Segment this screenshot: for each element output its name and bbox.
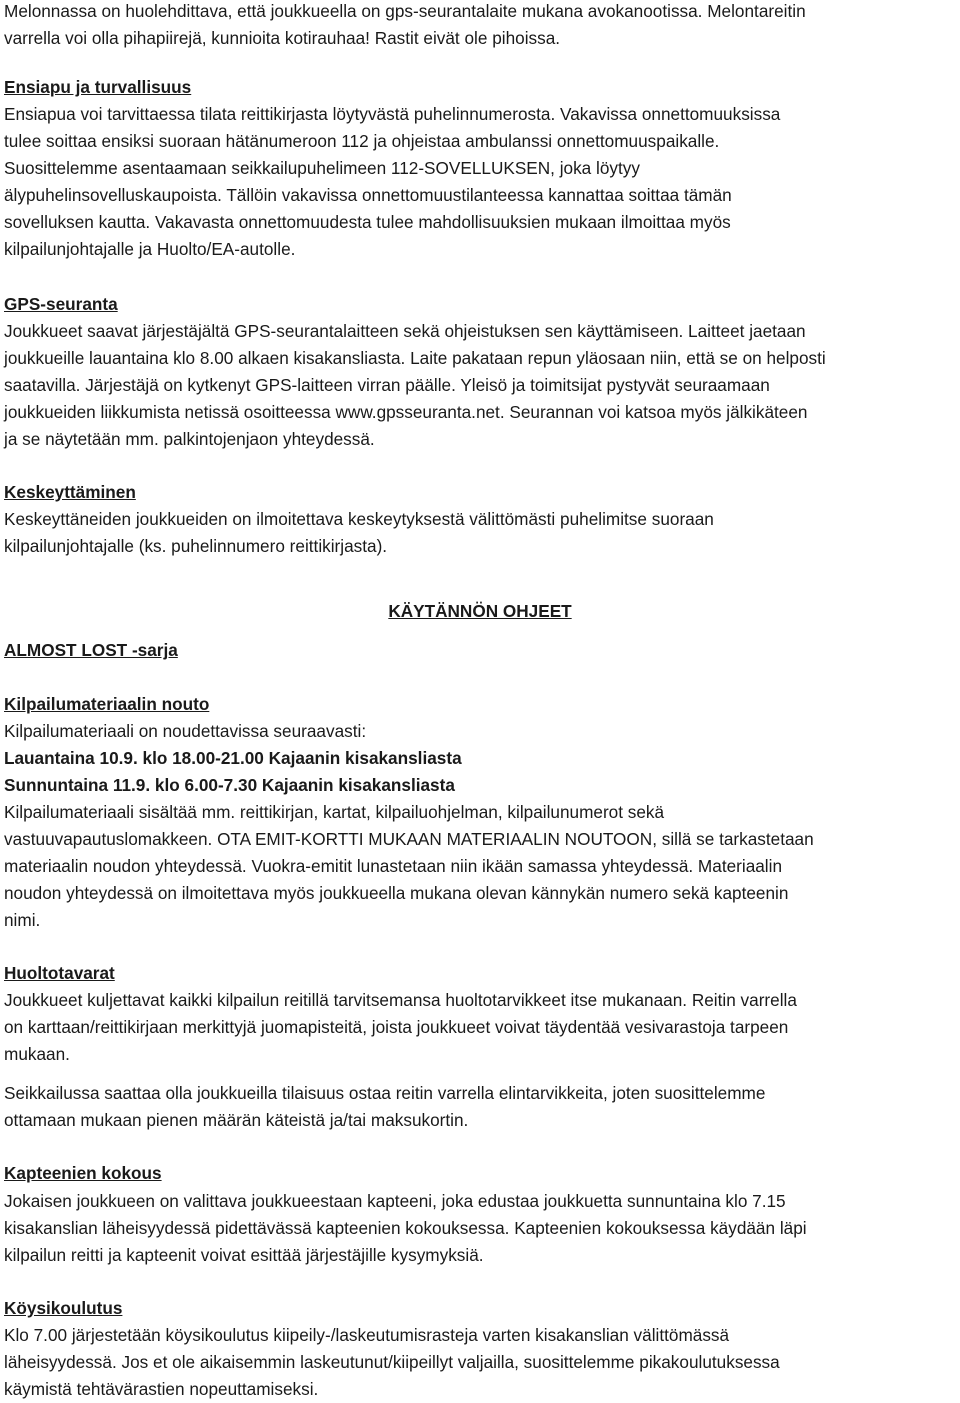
text-line: Kilpailumateriaali sisältää mm. reittikirjan, kartat, kilpailuohjelman, kilpailunumerot sekä	[4, 802, 665, 822]
text-line: materiaalin noudon yhteydessä. Vuokra-emitit lunastetaan niin ikään samassa yhteydessä. Materiaalin	[4, 856, 783, 876]
text-line: Jokaisen joukkueen on valittava joukkueestaan kapteeni, joka edustaa joukkuetta sunnuntaina klo 7.15	[4, 1191, 786, 1211]
section-heading-kapteenit: Kapteenien kokous	[4, 1163, 162, 1183]
text-line: kilpailunjohtajalle ja Huolto/EA-autolle.	[4, 239, 296, 259]
text-line: kilpailunjohtajalle (ks. puhelinnumero reittikirjasta).	[4, 536, 388, 556]
kapteenit-paragraph	[4, 1188, 956, 1269]
text-line: Keskeyttäneiden joukkueiden on ilmoitettava keskeytyksestä välittömästi puhelimitse suoraan	[4, 509, 714, 529]
text-line: Klo 7.00 järjestetään köysikoulutus kiipeily-/laskeutumisrasteja varten kisakanslian välittömässä	[4, 1325, 730, 1345]
gps-paragraph	[4, 318, 956, 453]
text-line: käymistä tehtävärastien nopeuttamiseksi.	[4, 1379, 319, 1399]
intro-paragraph	[4, 0, 956, 52]
text-line: mukaan.	[4, 1044, 70, 1064]
section-heading-gps: GPS-seuranta	[4, 294, 118, 314]
schedule-line: Lauantaina 10.9. klo 18.00-21.00 Kajaanin kisakansliasta	[4, 748, 462, 768]
text-line: kisakanslian läheisyydessä pidettävässä kapteenien kokouksessa. Kapteenien kokouksessa käydään läpi	[4, 1218, 807, 1238]
text-line: joukkueille lauantaina klo 8.00 alkaen kisakansliasta. Laite pakataan repun yläosaan niin, että se on helposti	[4, 348, 826, 368]
text-line: varrella voi olla pihapiirejä, kunnioita kotirauhaa! Rastit eivät ole pihoissa.	[4, 28, 561, 48]
text-line: noudon yhteydessä on ilmoitettava myös joukkueella mukana olevan kännykän numero sekä kapteenin	[4, 883, 789, 903]
text-line: tulee soittaa ensiksi suoraan hätänumeroon 112 ja ohjeistaa ambulanssi onnettomuuspaikalle.	[4, 131, 720, 151]
text-line: läheisyydessä. Jos et ole aikaisemmin laskeutunut/kiipeillyt valjailla, suosittelemme pikakoulutuksessa	[4, 1352, 780, 1372]
practical-instructions-title: KÄYTÄNNÖN OHJEET	[388, 601, 572, 621]
text-line: Ensiapua voi tarvittaessa tilata reittikirjasta löytyvästä puhelinnumerosta. Vakavissa onnettomuuksissa	[4, 104, 781, 124]
text-line: nimi.	[4, 910, 41, 930]
section-heading-ensiapu: Ensiapu ja turvallisuus	[4, 77, 192, 97]
text-line: sovelluksen kautta. Vakavasta onnettomuudesta tulee mahdollisuuksien mukaan ilmoittaa myös	[4, 212, 731, 232]
section-heading-koysi: Köysikoulutus	[4, 1298, 123, 1318]
text-line: on karttaan/reittikirjaan merkittyjä juomapisteitä, joista joukkueet voivat täydentää vesivarastoja tarpeen	[4, 1017, 789, 1037]
text-line: Seikkailussa saattaa olla joukkueilla tilaisuus ostaa reitin varrella elintarvikkeita, joten suosittelemme	[4, 1083, 766, 1103]
section-heading-materiaali: Kilpailumateriaalin nouto	[4, 694, 210, 714]
schedule-line: Sunnuntaina 11.9. klo 6.00-7.30 Kajaanin kisakansliasta	[4, 775, 455, 795]
text-line: ottamaan mukaan pienen määrän käteistä ja/tai maksukortin.	[4, 1110, 469, 1130]
huolto-paragraph-2	[4, 1080, 956, 1134]
materiaali-paragraph	[4, 718, 956, 934]
text-line: Kilpailumateriaali on noudettavissa seuraavasti:	[4, 721, 367, 741]
text-line: Melonnassa on huolehdittava, että joukkueella on gps-seurantalaite mukana avokanootissa. Melontareitin	[4, 1, 806, 21]
text-line: älypuhelinsovelluskaupoista. Tällöin vakavissa onnettomuustilanteessa kannattaa soittaa tämän	[4, 185, 732, 205]
text-line: vastuuvapautuslomakkeen. OTA EMIT-KORTTI MUKAAN MATERIAALIN NOUTOON, sillä se tarkastetaan	[4, 829, 814, 849]
section-heading-keskeyttaminen: Keskeyttäminen	[4, 482, 136, 502]
text-line: saatavilla. Järjestäjä on kytkenyt GPS-laitteen virran päälle. Yleisö ja toimitsijat pystyvät seuraamaan	[4, 375, 770, 395]
text-line: Suosittelemme asentaamaan seikkailupuhelimeen 112-SOVELLUKSEN, joka löytyy	[4, 158, 640, 178]
keskeyttaminen-paragraph	[4, 506, 956, 560]
text-line: Joukkueet kuljettavat kaikki kilpailun reitillä tarvitsemansa huoltotarvikkeet itse mukanaan. Reitin varrella	[4, 990, 797, 1010]
text-line: Joukkueet saavat järjestäjältä GPS-seurantalaitteen sekä ohjeistuksen sen käyttämiseen. Laitteet jaetaan	[4, 321, 806, 341]
text-line: joukkueiden liikkumista netissä osoitteessa www.gpsseuranta.net. Seurannan voi katsoa myös jälkikäteen	[4, 402, 808, 422]
ensiapu-paragraph	[4, 101, 956, 263]
section-heading-huolto: Huoltotavarat	[4, 963, 115, 983]
series-title: ALMOST LOST -sarja	[4, 640, 178, 660]
text-line: ja se näytetään mm. palkintojenjaon yhteydessä.	[4, 429, 375, 449]
koysi-paragraph	[4, 1322, 956, 1403]
text-line: kilpailun reitti ja kapteenit voivat esittää järjestäjille kysymyksiä.	[4, 1245, 484, 1265]
huolto-paragraph	[4, 987, 956, 1068]
